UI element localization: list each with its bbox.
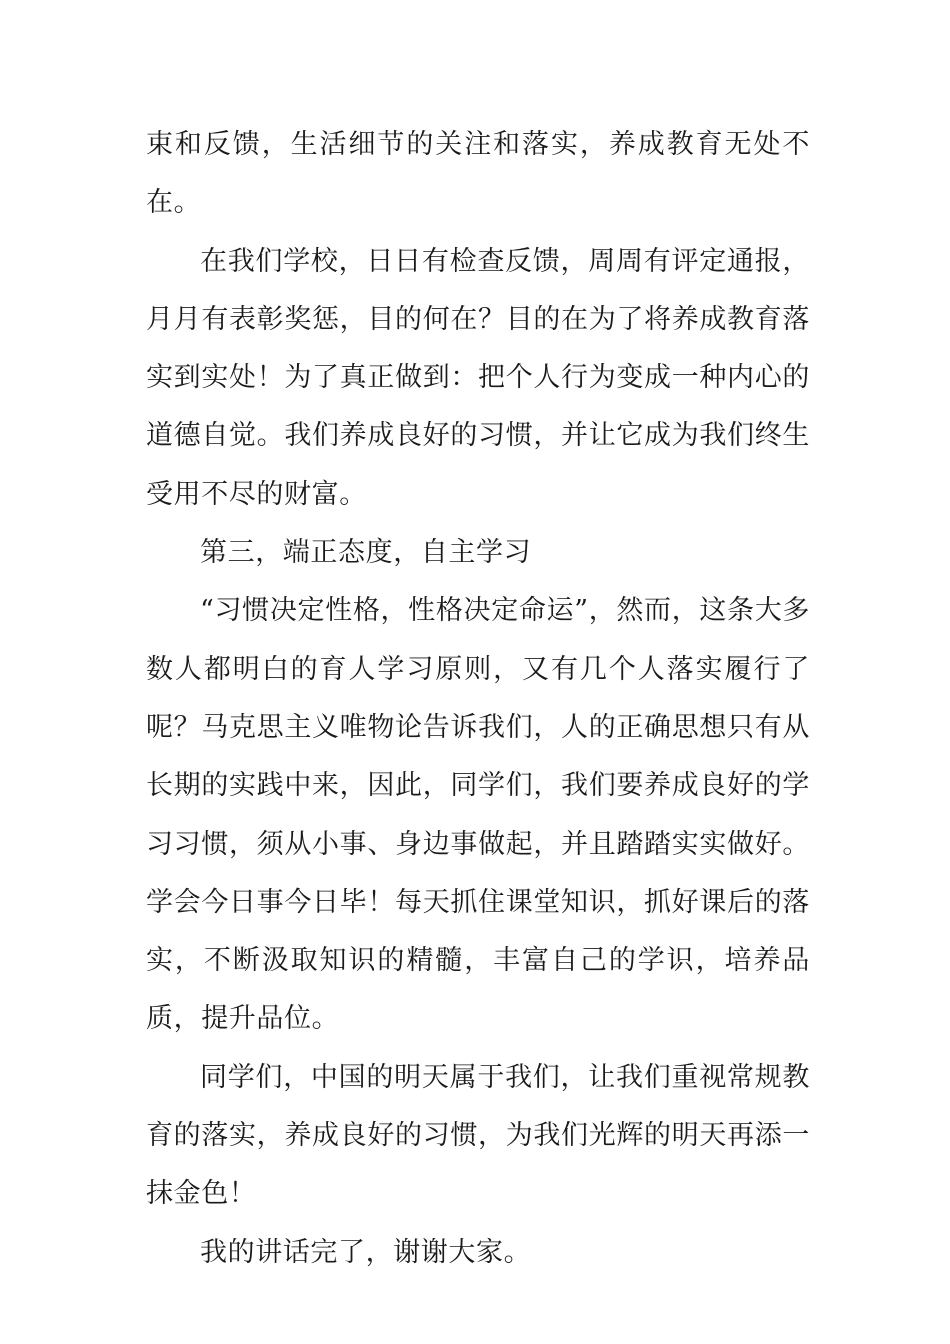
document-body — [146, 116, 810, 1282]
paragraph-continuation: 束和反馈，生活细节的关注和落实，养成教育无处不在。 — [146, 129, 810, 219]
paragraph-closing-thanks: 我的讲话完了，谢谢大家。 — [200, 1236, 532, 1268]
paragraph-school-feedback: 在我们学校，日日有检查反馈，周周有评定通报，月月有表彰奖惩，目的何在？目的在为了将养成教育落实到实处！为了真正做到：把个人行为变成一种内心的道德自觉。我们养成良好的习惯，并让它成为我们终生受用不尽的财富。 — [146, 245, 810, 510]
paragraph-habits-character: “习惯决定性格，性格决定命运”，然而，这条大多数人都明白的育人学习原则，又有几个人落实履行了呢？马克思主义唯物论告诉我们，人的正确思想只有从长期的实践中来，因此，同学们，我们要养成良好的学习习惯，须从小事、身边事做起，并且踏踏实实做好。学会今日事今日毕！每天抓住课堂知识，抓好课后的落实，不断汲取知识的精髓，丰富自己的学识，培养品质，提升品位。 — [146, 595, 810, 1035]
section-heading-third: 第三，端正态度，自主学习 — [200, 537, 532, 569]
paragraph-call-to-action: 同学们，中国的明天属于我们，让我们重视常规教育的落实，养成良好的习惯，为我们光辉的明天再添一抹金色！ — [146, 1061, 810, 1210]
